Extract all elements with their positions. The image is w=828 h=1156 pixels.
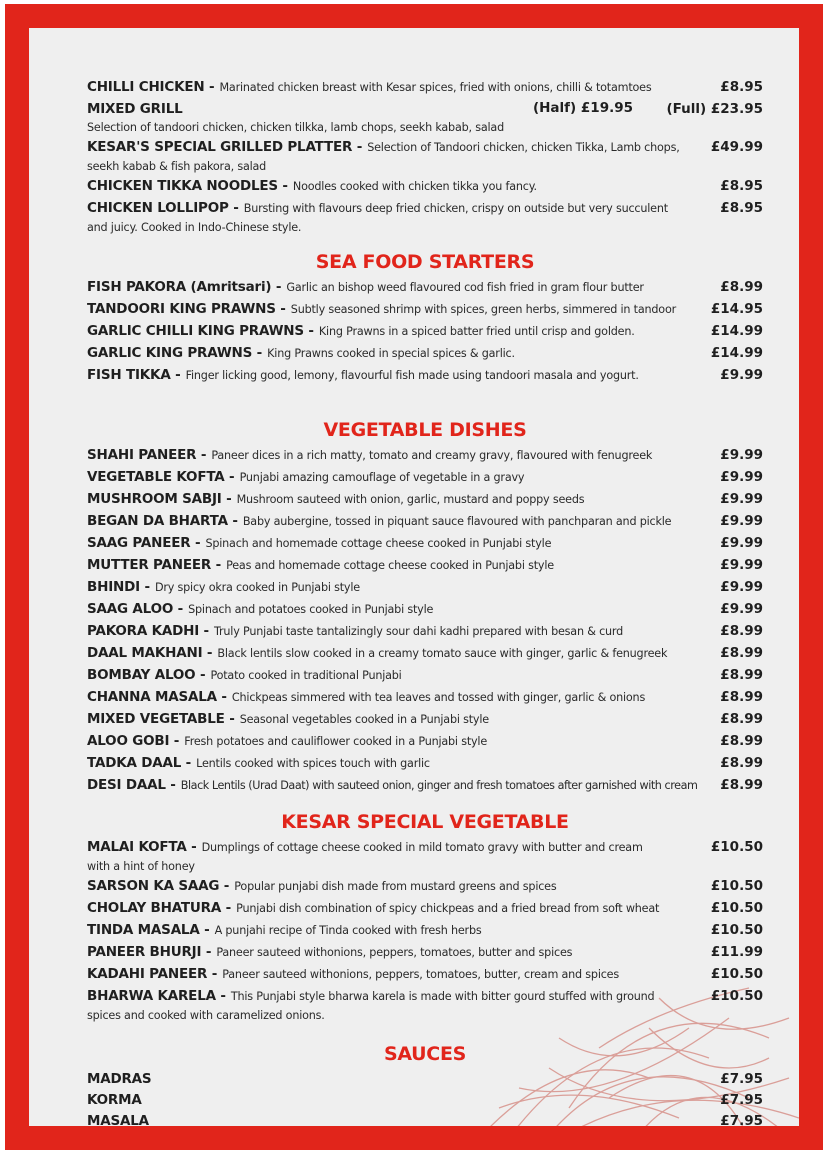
item-name: BHINDI - xyxy=(87,579,150,595)
item-price: £8.99 xyxy=(720,711,763,727)
item-price: £10.50 xyxy=(710,988,763,1004)
menu-item xyxy=(87,298,763,320)
item-description: A punjahi recipe of Tinda cooked with fresh herbs xyxy=(214,924,482,937)
menu-item xyxy=(87,342,763,364)
menu-item xyxy=(87,320,763,342)
item-description: Truly Punjabi taste tantalizingly sour dahi kadhi prepared with besan & curd xyxy=(214,625,624,638)
item-description: Chickpeas simmered with tea leaves and tossed with ginger, garlic & onions xyxy=(231,691,646,704)
item-price: £8.99 xyxy=(720,667,763,683)
item-name: TADKA DAAL - xyxy=(87,755,192,771)
item-price: £10.50 xyxy=(710,966,763,982)
menu-item xyxy=(87,919,763,941)
item-name: VEGETABLE KOFTA - xyxy=(87,469,235,485)
item-description: Selection of Tandoori chicken, chicken Tikka, Lamb chops, xyxy=(367,141,680,154)
item-description: King Prawns in a spiced batter fried until crisp and golden. xyxy=(318,325,635,338)
item-price: £10.50 xyxy=(710,878,763,894)
item-name: FISH TIKKA - xyxy=(87,367,181,383)
menu-item xyxy=(87,175,763,197)
menu-page xyxy=(29,28,799,1126)
menu-item xyxy=(87,197,763,219)
item-price: £8.99 xyxy=(720,755,763,771)
menu-item xyxy=(87,364,763,386)
menu-item xyxy=(87,875,763,897)
item-price: £8.99 xyxy=(720,645,763,661)
menu-item xyxy=(87,752,763,774)
item-name: BOMBAY ALOO - xyxy=(87,667,206,683)
item-description: Popular punjabi dish made from mustard greens and spices xyxy=(234,880,557,893)
item-name: SARSON KA SAAG - xyxy=(87,878,230,894)
menu-item xyxy=(87,532,763,554)
menu-item xyxy=(87,554,763,576)
item-description: King Prawns cooked in special spices & garlic. xyxy=(267,347,515,360)
item-price: £7.95 xyxy=(720,1113,763,1126)
item-price: £9.99 xyxy=(720,367,763,383)
menu-content xyxy=(87,76,763,1126)
item-name: KORMA xyxy=(87,1092,142,1108)
item-price: £14.99 xyxy=(710,345,763,361)
menu-item xyxy=(87,686,763,708)
item-price: £9.99 xyxy=(720,513,763,529)
item-description: Dumplings of cottage cheese cooked in mild tomato gravy with butter and cream xyxy=(201,841,643,854)
item-price: £8.99 xyxy=(720,733,763,749)
item-name: FISH PAKORA (Amritsari) - xyxy=(87,279,282,295)
section-title-kesar-special: KESAR SPECIAL VEGETABLE xyxy=(281,811,569,833)
menu-item xyxy=(87,963,763,985)
item-description-continued: spices and cooked with caramelized onions. xyxy=(87,1009,325,1022)
item-price: £8.95 xyxy=(720,178,763,194)
item-description: Selection of tandoori chicken, chicken tilkka, lamb chops, seekh kabab, salad xyxy=(87,121,504,134)
item-price: £9.99 xyxy=(720,447,763,463)
item-description: Paneer sauteed withonions, peppers, tomatoes, butter, cream and spices xyxy=(222,968,619,981)
item-description: Lentils cooked with spices touch with garlic xyxy=(196,757,430,770)
item-name: MIXED VEGETABLE - xyxy=(87,711,235,727)
item-description: Baby aubergine, tossed in piquant sauce flavoured with panchparan and pickle xyxy=(242,515,672,528)
item-description: Dry spicy okra cooked in Punjabi style xyxy=(154,581,360,594)
item-price: £9.99 xyxy=(720,579,763,595)
item-description-continued: seekh kabab & fish pakora, salad xyxy=(87,160,267,173)
item-name: CHICKEN LOLLIPOP - xyxy=(87,200,239,216)
item-name: DESI DAAL - xyxy=(87,777,176,793)
menu-item xyxy=(87,98,763,119)
item-price: £8.95 xyxy=(720,79,763,95)
kesar-special-section xyxy=(87,836,763,1024)
item-name: CHILLI CHICKEN - xyxy=(87,79,215,95)
item-description: Garlic an bishop weed flavoured cod fish fried in gram flour butter xyxy=(286,281,644,294)
item-name: BHARWA KARELA - xyxy=(87,988,226,1004)
item-name: SHAHI PANEER - xyxy=(87,447,207,463)
menu-item xyxy=(87,836,763,858)
menu-item xyxy=(87,488,763,510)
item-price: £9.99 xyxy=(720,557,763,573)
item-description: Noodles cooked with chicken tikka you fancy. xyxy=(292,180,537,193)
item-name: TINDA MASALA - xyxy=(87,922,210,938)
menu-item xyxy=(87,985,763,1007)
item-name: CHANNA MASALA - xyxy=(87,689,227,705)
menu-item xyxy=(87,941,763,963)
item-description-continued: and juicy. Cooked in Indo-Chinese style. xyxy=(87,221,302,234)
item-price: £10.50 xyxy=(710,839,763,855)
menu-item xyxy=(87,510,763,532)
section-title-sauces: SAUCES xyxy=(383,1043,467,1065)
item-name: MIXED GRILL xyxy=(87,101,183,117)
item-price: £8.99 xyxy=(720,279,763,295)
menu-item xyxy=(87,708,763,730)
item-name: KESAR'S SPECIAL GRILLED PLATTER - xyxy=(87,139,363,155)
item-description: Punjabi dish combination of spicy chickpeas and a fried bread from soft wheat xyxy=(236,902,660,915)
menu-item xyxy=(87,136,763,158)
item-price: £7.95 xyxy=(720,1071,763,1087)
item-description: Black lentils slow cooked in a creamy tomato sauce with ginger, garlic & fenugreek xyxy=(217,647,668,660)
item-description-continued: with a hint of honey xyxy=(87,860,195,873)
item-description: Fresh potatoes and cauliflower cooked in a Punjabi style xyxy=(184,735,488,748)
starters-section xyxy=(87,76,763,236)
item-price: £9.99 xyxy=(720,535,763,551)
item-name: GARLIC CHILLI KING PRAWNS - xyxy=(87,323,314,339)
seafood-section xyxy=(87,276,763,386)
item-price: £14.99 xyxy=(710,323,763,339)
item-name: ALOO GOBI - xyxy=(87,733,180,749)
item-name: DAAL MAKHANI - xyxy=(87,645,213,661)
item-description: Potato cooked in traditional Punjabi xyxy=(210,669,402,682)
item-description: Marinated chicken breast with Kesar spices, fried with onions, chilli & totamtoes xyxy=(219,81,652,94)
item-description: This Punjabi style bharwa karela is made with bitter gourd stuffed with ground xyxy=(230,990,655,1003)
item-description: Paneer sauteed withonions, peppers, tomatoes, butter and spices xyxy=(216,946,573,959)
menu-item xyxy=(87,1110,763,1126)
menu-border xyxy=(5,4,823,1150)
item-price: £11.99 xyxy=(710,944,763,960)
item-price: £8.95 xyxy=(720,200,763,216)
item-name: GARLIC KING PRAWNS - xyxy=(87,345,263,361)
item-description: Punjabi amazing camouflage of vegetable in a gravy xyxy=(239,471,525,484)
item-price: £9.99 xyxy=(720,601,763,617)
item-price: £7.95 xyxy=(720,1092,763,1108)
menu-item xyxy=(87,466,763,488)
menu-item xyxy=(87,664,763,686)
item-name: SAAG PANEER - xyxy=(87,535,201,551)
item-description: Peas and homemade cottage cheese cooked in Punjabi style xyxy=(226,559,554,572)
item-name: PAKORA KADHI - xyxy=(87,623,209,639)
item-name: PANEER BHURJI - xyxy=(87,944,212,960)
menu-item xyxy=(87,76,763,98)
section-title-seafood: SEA FOOD STARTERS xyxy=(315,251,535,273)
item-description: Subtly seasoned shrimp with spices, green herbs, simmered in tandoor xyxy=(290,303,676,316)
item-name: CHOLAY BHATURA - xyxy=(87,900,232,916)
item-name: MUTTER PANEER - xyxy=(87,557,221,573)
item-description: Spinach and homemade cottage cheese cooked in Punjabi style xyxy=(205,537,552,550)
item-price: £9.99 xyxy=(720,491,763,507)
item-description: Finger licking good, lemony, flavourful fish made using tandoori masala and yogurt. xyxy=(185,369,639,382)
menu-item xyxy=(87,774,763,796)
item-name: MALAI KOFTA - xyxy=(87,839,197,855)
sauces-section xyxy=(87,1068,763,1126)
item-price: (Full) £23.95 xyxy=(666,101,763,117)
vegetable-section xyxy=(87,444,763,796)
menu-item xyxy=(87,576,763,598)
menu-item xyxy=(87,444,763,466)
item-price: £10.50 xyxy=(710,922,763,938)
item-description: Bursting with flavours deep fried chicken, crispy on outside but very succulent xyxy=(243,202,668,215)
item-name: CHICKEN TIKKA NOODLES - xyxy=(87,178,288,194)
item-name: BEGAN DA BHARTA - xyxy=(87,513,238,529)
item-name: TANDOORI KING PRAWNS - xyxy=(87,301,286,317)
item-price: £8.99 xyxy=(720,623,763,639)
item-half-price: (Half) £19.95 xyxy=(532,100,633,116)
menu-item xyxy=(87,897,763,919)
menu-item xyxy=(87,642,763,664)
menu-item xyxy=(87,1089,763,1110)
item-description: Black Lentils (Urad Daat) with sauteed onion, ginger and fresh tomatoes after garnished with cream xyxy=(180,779,698,792)
menu-item xyxy=(87,598,763,620)
menu-item xyxy=(87,1068,763,1089)
item-description: Seasonal vegetables cooked in a Punjabi style xyxy=(239,713,489,726)
item-name: MADRAS xyxy=(87,1071,152,1087)
item-name: KADAHI PANEER - xyxy=(87,966,218,982)
menu-item xyxy=(87,276,763,298)
item-price: £8.99 xyxy=(720,777,763,793)
item-name: MASALA xyxy=(87,1113,149,1126)
item-price: £10.50 xyxy=(710,900,763,916)
menu-item xyxy=(87,730,763,752)
menu-item xyxy=(87,620,763,642)
item-description: Paneer dices in a rich matty, tomato and creamy gravy, flavoured with fenugreek xyxy=(211,449,653,462)
item-description: Spinach and potatoes cooked in Punjabi style xyxy=(188,603,434,616)
item-price: £49.99 xyxy=(710,139,763,155)
item-price: £9.99 xyxy=(720,469,763,485)
section-title-vegetable: VEGETABLE DISHES xyxy=(323,419,527,441)
item-name: MUSHROOM SABJI - xyxy=(87,491,232,507)
item-description: Mushroom sauteed with onion, garlic, mustard and poppy seeds xyxy=(236,493,585,506)
item-price: £8.99 xyxy=(720,689,763,705)
item-name: SAAG ALOO - xyxy=(87,601,184,617)
item-price: £14.95 xyxy=(710,301,763,317)
